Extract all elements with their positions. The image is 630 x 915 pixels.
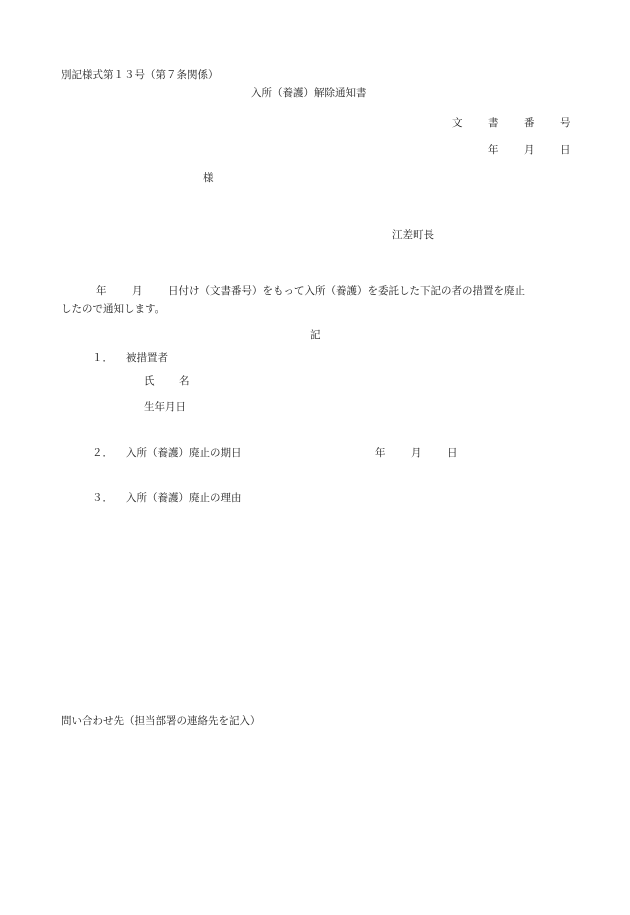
- body-month: 月: [132, 285, 143, 297]
- birthdate-label: 生年月日: [144, 401, 186, 413]
- contact-note: 問い合わせ先（担当部署の連絡先を記入）: [61, 715, 261, 727]
- item-2-month: 月: [411, 447, 422, 459]
- sender-name: 江差町長: [392, 229, 434, 241]
- name-label-char: 氏: [144, 375, 155, 387]
- item-3-label: 入所（養護）廃止の理由: [126, 492, 242, 504]
- doc-number-char: 書: [488, 117, 499, 129]
- doc-number-char: 号: [560, 117, 571, 129]
- issue-date-day: 日: [560, 144, 571, 156]
- name-label-char: 名: [179, 375, 190, 387]
- item-2-year: 年: [375, 447, 386, 459]
- doc-number-char: 文: [452, 117, 463, 129]
- issue-date-year: 年: [488, 144, 499, 156]
- ki-heading: 記: [310, 329, 321, 341]
- body-year: 年: [96, 285, 107, 297]
- item-1-number: １．: [92, 352, 113, 364]
- addressee-suffix: 様: [203, 172, 214, 184]
- item-2-day: 日: [447, 447, 458, 459]
- issue-date-month: 月: [524, 144, 535, 156]
- item-2-label: 入所（養護）廃止の期日: [126, 447, 242, 459]
- item-1-label: 被措置者: [126, 352, 168, 364]
- form-label: 別記様式第１３号（第７条関係）: [61, 69, 219, 81]
- doc-number-char: 番: [524, 117, 535, 129]
- item-3-number: ３．: [92, 492, 113, 504]
- body-line1: 日付け（文書番号）をもって入所（養護）を委託した下記の者の措置を廃止: [168, 285, 525, 297]
- document-title: 入所（養護）解除通知書: [251, 87, 367, 99]
- item-2-number: ２．: [92, 447, 113, 459]
- body-line2: したので通知します。: [61, 303, 166, 315]
